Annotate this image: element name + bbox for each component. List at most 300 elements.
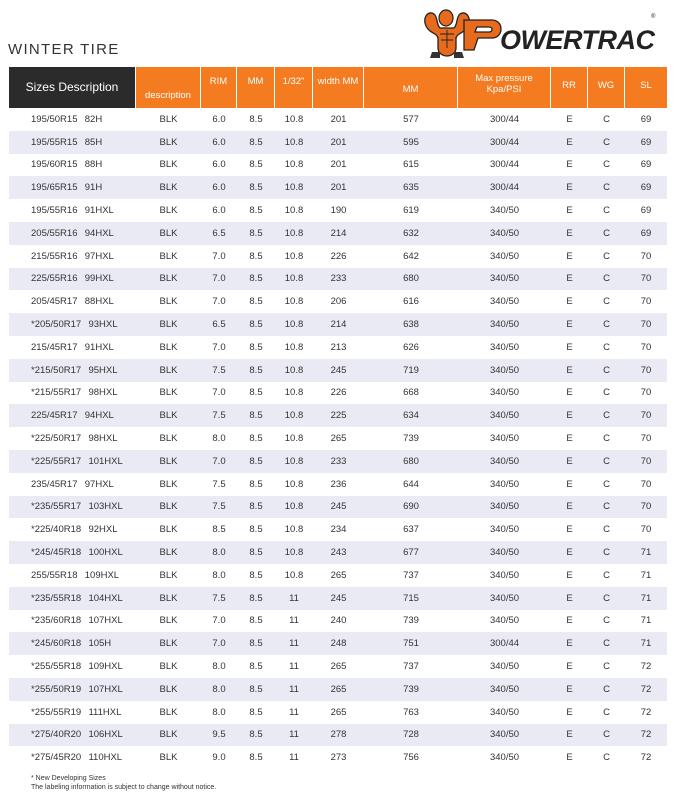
cell-sl: 69	[625, 131, 667, 154]
cell-tread-32nds: 10.8	[275, 222, 313, 245]
cell-rim: 9.5	[201, 724, 237, 747]
cell-max-pressure: 340/50	[489, 250, 520, 262]
cell-rr: E	[551, 678, 588, 701]
cell-rim: 8.0	[212, 661, 226, 673]
cell-description: BLK	[159, 205, 178, 217]
cell-diameter-mm: 739	[364, 678, 458, 701]
cell-diameter-mm: 680	[364, 268, 458, 291]
cell-rim: 7.5	[201, 496, 237, 519]
table-row	[9, 176, 667, 199]
cell-size: 215/55R16 97HXL	[31, 250, 114, 262]
cell-tread-32nds: 10.8	[275, 541, 313, 564]
cell-rim: 6.0	[212, 205, 226, 217]
table-row	[9, 496, 667, 519]
cell-wg: C	[588, 587, 625, 610]
cell-rim: 6.5	[201, 313, 237, 336]
cell-diameter-mm: 739	[403, 615, 419, 627]
cell-sl: 70	[625, 404, 667, 427]
cell-tread-32nds: 10.8	[275, 359, 313, 382]
cell-sl: 71	[640, 615, 652, 627]
cell-diameter-mm: 756	[403, 752, 419, 764]
cell-size: *255/50R19 107HXL	[9, 678, 136, 701]
cell-tread-32nds: 10.8	[284, 387, 304, 399]
cell-sl: 72	[640, 661, 652, 673]
table-row	[9, 131, 667, 154]
cell-rr: E	[566, 569, 573, 581]
cell-sl: 70	[640, 341, 652, 353]
cell-max-pressure: 300/44	[458, 131, 551, 154]
cell-sl: 70	[625, 313, 667, 336]
cell-description: BLK	[136, 222, 201, 245]
cell-width-mm: 234	[330, 524, 347, 536]
table-row	[9, 336, 667, 359]
cell-wg: C	[588, 268, 625, 291]
cell-rr: E	[566, 433, 573, 445]
cell-size: *215/50R17 95HXL	[9, 359, 136, 382]
cell-rim: 8.0	[212, 433, 226, 445]
cell-max-pressure: 340/50	[489, 706, 520, 718]
cell-description: BLK	[136, 176, 201, 199]
cell-max-pressure: 340/50	[458, 450, 551, 473]
table-row	[9, 655, 667, 678]
cell-rr: E	[551, 222, 588, 245]
cell-width-mm: 201	[313, 131, 364, 154]
table-row	[9, 359, 667, 382]
table-row	[9, 199, 667, 222]
cell-tread-mm: 8.5	[237, 359, 275, 382]
cell-wg: C	[603, 433, 610, 445]
cell-size: *235/55R18 104HXL	[9, 587, 136, 610]
cell-tread-mm: 8.5	[249, 478, 263, 490]
cell-rr: E	[551, 724, 588, 747]
cell-description: BLK	[159, 159, 178, 171]
cell-rr: E	[566, 524, 573, 536]
cell-rim: 7.5	[201, 587, 237, 610]
cell-diameter-mm: 638	[364, 313, 458, 336]
cell-size: *215/55R17 98HXL	[31, 387, 118, 399]
cell-rr: E	[551, 176, 588, 199]
cell-rr: E	[551, 587, 588, 610]
cell-sl: 72	[625, 724, 667, 747]
muscleman-mascot-icon	[425, 10, 470, 58]
cell-description: BLK	[159, 341, 178, 353]
cell-tread-32nds: 11	[289, 615, 299, 627]
cell-tread-32nds: 11	[289, 661, 299, 673]
cell-tread-32nds: 10.8	[284, 478, 304, 490]
cell-width-mm: 201	[330, 159, 347, 171]
cell-max-pressure: 300/44	[489, 113, 520, 125]
cell-size: 215/45R17 91HXL	[31, 341, 114, 353]
table-row	[9, 245, 667, 268]
cell-max-pressure: 340/50	[458, 404, 551, 427]
table-body	[9, 108, 667, 769]
cell-max-pressure: 340/50	[458, 587, 551, 610]
cell-rim: 8.0	[201, 541, 237, 564]
cell-sl: 70	[640, 250, 652, 262]
svg-text:®: ®	[651, 14, 656, 20]
cell-diameter-mm: 577	[403, 113, 419, 125]
cell-diameter-mm: 615	[403, 159, 419, 171]
powertrac-logo	[420, 4, 666, 60]
table-row	[9, 518, 667, 541]
header-rim: RIM	[201, 67, 237, 108]
cell-wg: C	[603, 387, 610, 399]
cell-tread-32nds: 10.8	[284, 296, 304, 308]
cell-diameter-mm: 595	[364, 131, 458, 154]
cell-width-mm: 245	[313, 359, 364, 382]
footnote-new-sizes: * New Developing Sizes	[31, 775, 106, 782]
cell-tread-32nds: 10.8	[275, 176, 313, 199]
cell-sl: 69	[640, 113, 652, 125]
cell-width-mm: 201	[313, 176, 364, 199]
cell-wg: C	[603, 661, 610, 673]
table-row	[9, 404, 667, 427]
cell-description: BLK	[136, 587, 201, 610]
tire-spec-table	[9, 67, 667, 769]
cell-sl: 70	[640, 478, 652, 490]
table-row	[9, 632, 667, 655]
cell-rr: E	[566, 341, 573, 353]
cell-size: *245/60R18 105H	[9, 632, 136, 655]
cell-size: 225/45R17 94HXL	[9, 404, 136, 427]
cell-width-mm: 265	[330, 569, 347, 581]
cell-rr: E	[551, 404, 588, 427]
cell-tread-32nds: 10.8	[284, 433, 304, 445]
cell-wg: C	[588, 724, 625, 747]
table-row	[9, 541, 667, 564]
cell-diameter-mm: 642	[403, 250, 419, 262]
cell-description: BLK	[136, 632, 201, 655]
table-row	[9, 564, 667, 587]
cell-width-mm: 233	[313, 450, 364, 473]
cell-size: *275/40R20 106HXL	[9, 724, 136, 747]
header-wg: WG	[588, 67, 625, 108]
cell-tread-mm: 8.5	[249, 752, 263, 764]
cell-diameter-mm: 739	[403, 433, 419, 445]
cell-tread-32nds: 11	[275, 632, 313, 655]
cell-wg: C	[603, 569, 610, 581]
cell-width-mm: 213	[330, 341, 347, 353]
table-row	[9, 313, 667, 336]
cell-rim: 7.0	[212, 387, 226, 399]
cell-max-pressure: 340/50	[458, 724, 551, 747]
cell-tread-mm: 8.5	[249, 296, 263, 308]
cell-max-pressure: 340/50	[458, 222, 551, 245]
cell-max-pressure: 340/50	[489, 569, 520, 581]
cell-sl: 70	[640, 296, 652, 308]
cell-tread-mm: 8.5	[237, 268, 275, 291]
cell-tread-32nds: 10.8	[275, 450, 313, 473]
cell-rim: 7.5	[201, 404, 237, 427]
cell-width-mm: 201	[330, 113, 347, 125]
cell-wg: C	[603, 205, 610, 217]
cell-tread-32nds: 11	[275, 678, 313, 701]
cell-sl: 69	[625, 222, 667, 245]
table-row	[9, 724, 667, 747]
table-row	[9, 222, 667, 245]
cell-rr: E	[566, 615, 573, 627]
cell-size: 195/55R16 91HXL	[31, 205, 114, 217]
cell-width-mm: 190	[330, 205, 347, 217]
cell-sl: 70	[625, 496, 667, 519]
cell-wg: C	[588, 359, 625, 382]
cell-description: BLK	[136, 131, 201, 154]
cell-description: BLK	[159, 569, 178, 581]
cell-diameter-mm: 737	[403, 661, 419, 673]
cell-tread-32nds: 11	[289, 706, 299, 718]
cell-rr: E	[566, 113, 573, 125]
cell-sl: 70	[640, 387, 652, 399]
cell-sl: 70	[625, 450, 667, 473]
cell-width-mm: 248	[313, 632, 364, 655]
cell-tread-mm: 8.5	[249, 205, 263, 217]
cell-diameter-mm: 690	[364, 496, 458, 519]
cell-rim: 7.0	[212, 615, 226, 627]
cell-tread-mm: 8.5	[237, 724, 275, 747]
cell-diameter-mm: 763	[403, 706, 419, 718]
header-description: description	[136, 67, 201, 108]
cell-wg: C	[588, 404, 625, 427]
header-tread-depth-32nds: 1/32"	[275, 67, 313, 108]
table-row	[9, 746, 667, 769]
cell-width-mm: 273	[330, 752, 347, 764]
cell-size: *225/40R18 92HXL	[31, 524, 118, 536]
cell-tread-mm: 8.5	[237, 541, 275, 564]
cell-tread-mm: 8.5	[237, 450, 275, 473]
cell-description: BLK	[136, 268, 201, 291]
cell-description: BLK	[136, 313, 201, 336]
cell-tread-32nds: 10.8	[284, 159, 304, 171]
cell-diameter-mm: 737	[403, 569, 419, 581]
cell-width-mm: 206	[330, 296, 347, 308]
cell-rim: 6.0	[212, 113, 226, 125]
cell-description: BLK	[136, 678, 201, 701]
cell-sl: 70	[640, 524, 652, 536]
cell-tread-mm: 8.5	[249, 159, 263, 171]
cell-max-pressure: 340/50	[489, 387, 520, 399]
cell-max-pressure: 340/50	[458, 313, 551, 336]
cell-max-pressure: 340/50	[458, 359, 551, 382]
header-overall-diameter-mm: MM	[364, 67, 458, 108]
cell-wg: C	[603, 159, 610, 171]
cell-wg: C	[603, 615, 610, 627]
cell-width-mm: 214	[313, 222, 364, 245]
cell-max-pressure: 340/50	[458, 678, 551, 701]
page-title: WINTER TIRE	[8, 41, 120, 58]
cell-wg: C	[603, 113, 610, 125]
cell-rim: 6.0	[201, 131, 237, 154]
cell-size: *235/55R17 103HXL	[9, 496, 136, 519]
cell-description: BLK	[136, 450, 201, 473]
cell-rim: 7.5	[201, 359, 237, 382]
cell-sl: 71	[625, 632, 667, 655]
cell-tread-mm: 8.5	[249, 524, 263, 536]
cell-description: BLK	[159, 387, 178, 399]
cell-max-pressure: 340/50	[458, 541, 551, 564]
footnote-disclaimer: The labeling information is subject to change without notice.	[31, 784, 217, 791]
table-row	[9, 154, 667, 177]
cell-size: 205/55R16 94HXL	[9, 222, 136, 245]
table-row	[9, 427, 667, 450]
cell-width-mm: 214	[313, 313, 364, 336]
cell-description: BLK	[159, 433, 178, 445]
cell-size: 195/50R15 82H	[31, 113, 103, 125]
cell-description: BLK	[136, 404, 201, 427]
cell-sl: 72	[625, 678, 667, 701]
cell-rim: 6.5	[201, 222, 237, 245]
cell-diameter-mm: 634	[364, 404, 458, 427]
cell-width-mm: 278	[313, 724, 364, 747]
header-sl: SL	[625, 67, 667, 108]
cell-tread-mm: 8.5	[237, 176, 275, 199]
cell-wg: C	[603, 341, 610, 353]
table-row	[9, 587, 667, 610]
header-tread-depth-mm: MM	[237, 67, 275, 108]
cell-rim: 8.0	[212, 706, 226, 718]
cell-tread-32nds: 10.8	[275, 268, 313, 291]
cell-rr: E	[566, 250, 573, 262]
cell-tread-mm: 8.5	[249, 387, 263, 399]
cell-wg: C	[588, 450, 625, 473]
cell-tread-32nds: 10.8	[275, 131, 313, 154]
cell-wg: C	[603, 296, 610, 308]
cell-rr: E	[566, 752, 573, 764]
cell-size: 205/45R17 88HXL	[31, 296, 114, 308]
cell-description: BLK	[159, 706, 178, 718]
header-rr: RR	[551, 67, 588, 108]
cell-max-pressure: 340/50	[489, 752, 520, 764]
cell-diameter-mm: 728	[364, 724, 458, 747]
cell-max-pressure: 340/50	[489, 296, 520, 308]
cell-rr: E	[551, 632, 588, 655]
cell-sl: 70	[625, 359, 667, 382]
cell-rim: 7.0	[212, 296, 226, 308]
cell-tread-mm: 8.5	[237, 313, 275, 336]
cell-max-pressure: 300/44	[458, 176, 551, 199]
cell-rim: 9.0	[212, 752, 226, 764]
cell-width-mm: 233	[313, 268, 364, 291]
cell-tread-mm: 8.5	[237, 131, 275, 154]
cell-size: 195/65R15 91H	[9, 176, 136, 199]
cell-max-pressure: 340/50	[489, 478, 520, 490]
cell-size: *205/50R17 93HXL	[9, 313, 136, 336]
cell-size: 195/60R15 88H	[31, 159, 103, 171]
cell-rr: E	[551, 268, 588, 291]
cell-wg: C	[588, 678, 625, 701]
cell-max-pressure: 340/50	[489, 615, 520, 627]
cell-rr: E	[566, 706, 573, 718]
cell-max-pressure: 300/44	[489, 159, 520, 171]
cell-size: *225/50R17 98HXL	[31, 433, 118, 445]
cell-wg: C	[603, 752, 610, 764]
cell-tread-32nds: 10.8	[275, 496, 313, 519]
cell-diameter-mm: 668	[403, 387, 419, 399]
cell-rr: E	[551, 131, 588, 154]
cell-description: BLK	[159, 296, 178, 308]
cell-wg: C	[588, 541, 625, 564]
cell-sl: 72	[640, 752, 652, 764]
cell-wg: C	[588, 313, 625, 336]
cell-max-pressure: 340/50	[458, 496, 551, 519]
cell-tread-mm: 8.5	[237, 632, 275, 655]
cell-rr: E	[566, 205, 573, 217]
cell-sl: 69	[640, 159, 652, 171]
cell-rim: 7.0	[201, 268, 237, 291]
cell-width-mm: 226	[330, 387, 347, 399]
cell-rim: 7.0	[201, 450, 237, 473]
cell-rim: 7.0	[201, 632, 237, 655]
cell-rr: E	[551, 541, 588, 564]
table-row	[9, 382, 667, 405]
cell-tread-mm: 8.5	[249, 341, 263, 353]
cell-tread-32nds: 10.8	[284, 524, 304, 536]
cell-description: BLK	[159, 615, 178, 627]
cell-description: BLK	[136, 496, 201, 519]
cell-width-mm: 226	[330, 250, 347, 262]
cell-wg: C	[603, 478, 610, 490]
cell-tread-mm: 8.5	[237, 404, 275, 427]
cell-diameter-mm: 719	[364, 359, 458, 382]
cell-diameter-mm: 626	[403, 341, 419, 353]
cell-max-pressure: 340/50	[489, 341, 520, 353]
cell-width-mm: 245	[313, 496, 364, 519]
cell-width-mm: 245	[313, 587, 364, 610]
cell-description: BLK	[159, 752, 178, 764]
cell-rim: 7.0	[212, 341, 226, 353]
cell-tread-32nds: 11	[275, 724, 313, 747]
cell-size: 235/45R17 97HXL	[31, 478, 114, 490]
cell-diameter-mm: 644	[403, 478, 419, 490]
cell-tread-32nds: 10.8	[284, 250, 304, 262]
table-row	[9, 450, 667, 473]
cell-sl: 70	[640, 433, 652, 445]
cell-sl: 72	[640, 706, 652, 718]
cell-tread-mm: 8.5	[249, 615, 263, 627]
cell-description: BLK	[136, 724, 201, 747]
cell-max-pressure: 340/50	[489, 433, 520, 445]
cell-diameter-mm: 637	[403, 524, 419, 536]
cell-tread-mm: 8.5	[237, 496, 275, 519]
cell-rr: E	[551, 313, 588, 336]
cell-tread-32nds: 11	[289, 752, 299, 764]
table-header-row	[9, 67, 667, 108]
cell-width-mm: 265	[313, 678, 364, 701]
cell-wg: C	[588, 222, 625, 245]
cell-tread-mm: 8.5	[249, 706, 263, 718]
cell-description: BLK	[159, 113, 178, 125]
cell-diameter-mm: 616	[403, 296, 419, 308]
cell-sl: 70	[625, 268, 667, 291]
cell-width-mm: 240	[330, 615, 347, 627]
cell-size: 255/55R18 109HXL	[31, 569, 120, 581]
cell-size: *275/45R20 110HXL	[31, 752, 123, 764]
cell-tread-32nds: 10.8	[284, 569, 304, 581]
cell-tread-32nds: 10.8	[284, 113, 304, 125]
cell-rim: 8.0	[212, 569, 226, 581]
cell-size: *235/60R18 107HXL	[31, 615, 123, 627]
cell-tread-mm: 8.5	[249, 113, 263, 125]
cell-rr: E	[566, 661, 573, 673]
cell-diameter-mm: 677	[364, 541, 458, 564]
table-row	[9, 290, 667, 313]
cell-tread-32nds: 10.8	[275, 404, 313, 427]
svg-text:OWERTRAC: OWERTRAC	[500, 25, 655, 55]
cell-sl: 71	[625, 541, 667, 564]
cell-rr: E	[551, 359, 588, 382]
cell-description: BLK	[159, 250, 178, 262]
cell-tread-mm: 8.5	[237, 222, 275, 245]
cell-max-pressure: 340/50	[489, 205, 520, 217]
